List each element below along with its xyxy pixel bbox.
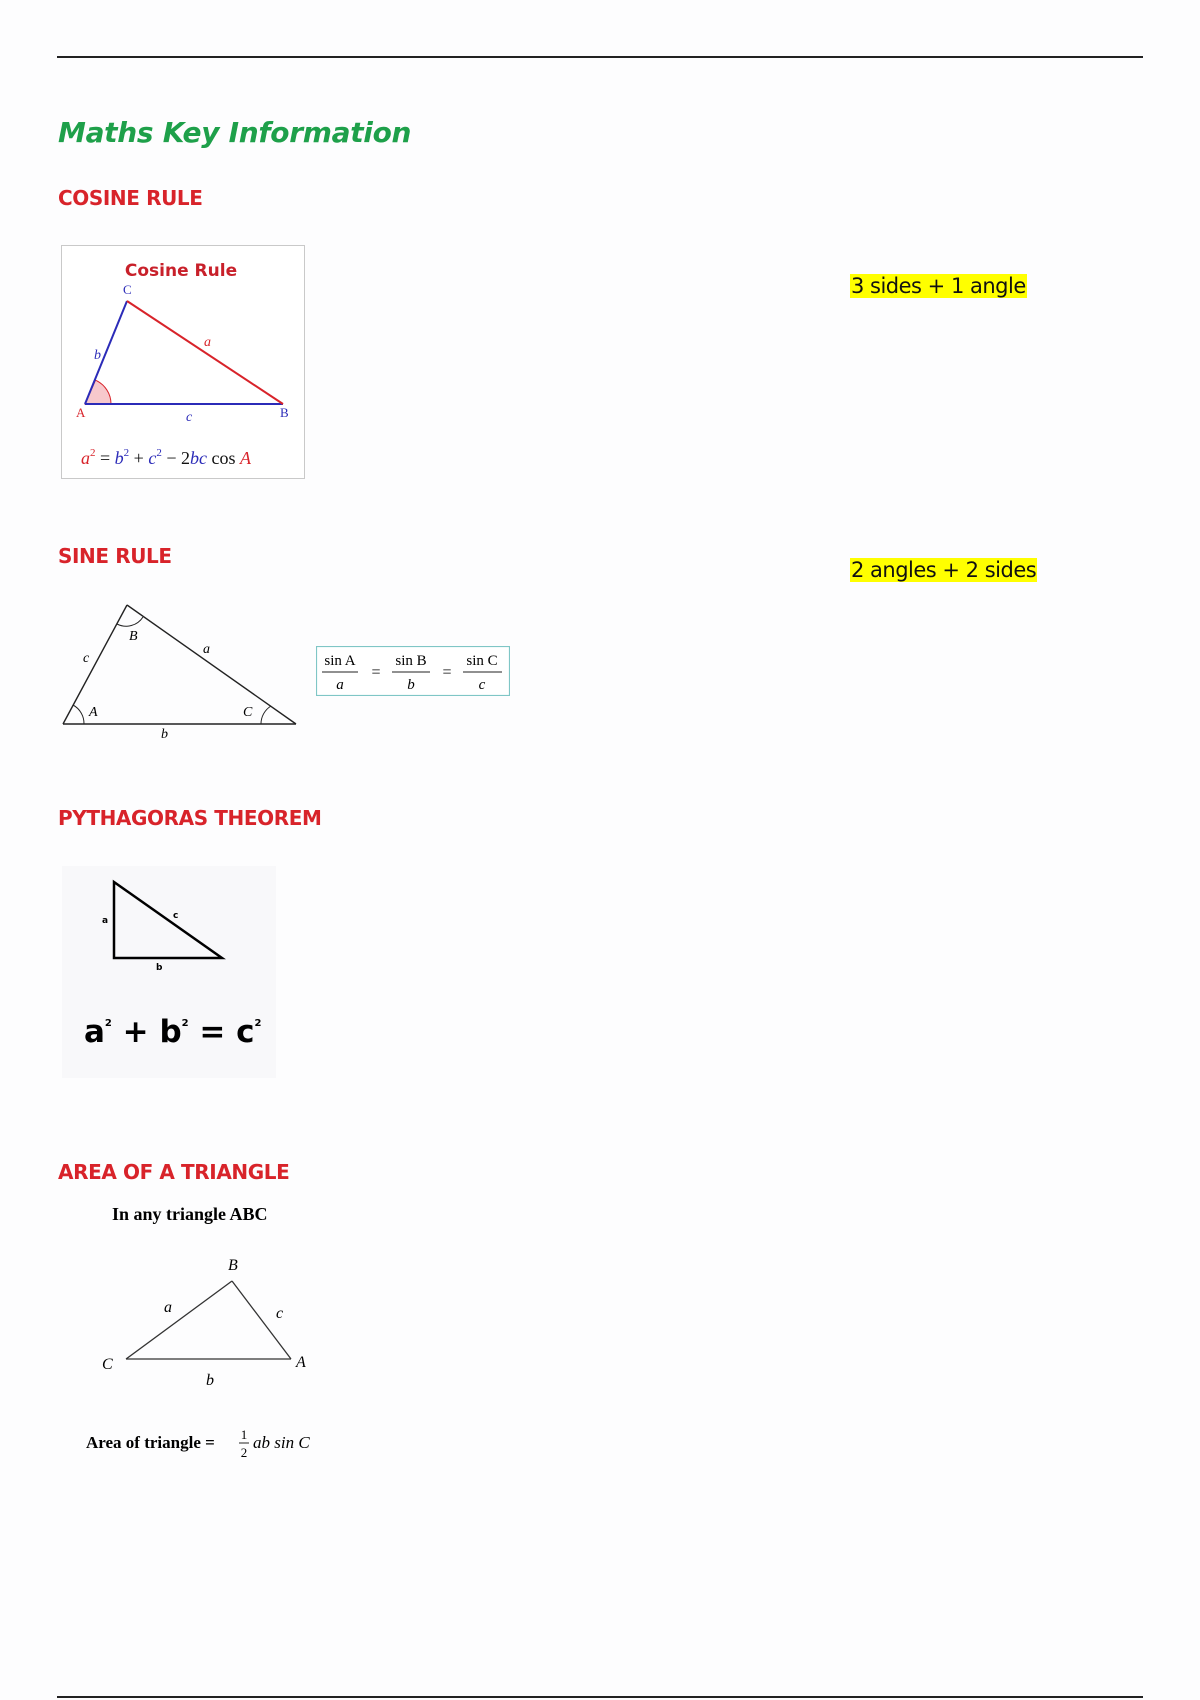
sine-angle-b-label: B [129, 629, 138, 644]
area-formula-label: Area of triangle = [86, 1433, 215, 1452]
area-formula-tail: ab sin C [253, 1433, 310, 1452]
pyth-side-b-label: b [156, 963, 163, 973]
cosine-rule-diagram [61, 245, 305, 479]
side-c-label: c [186, 410, 193, 425]
cosine-figure-title: Cosine Rule [124, 261, 238, 281]
area-fraction-num: 1 [240, 1427, 248, 1442]
formula-equals-1: = [371, 664, 381, 681]
sine-rule-note: 2 angles + 2 sides [851, 558, 1037, 582]
cosine-rule-heading: COSINE RULE [58, 186, 203, 210]
sine-angle-c-label: C [243, 705, 253, 720]
side-a-label: a [204, 335, 211, 350]
area-side-b-label: b [206, 1372, 214, 1389]
footer-rule [57, 1696, 1143, 1698]
sine-rule-heading: SINE RULE [58, 544, 172, 568]
pyth-side-a-label: a [102, 916, 109, 926]
sine-rule-figure [57, 598, 307, 753]
cosine-rule-figure [61, 245, 305, 484]
area-side-a-label: a [164, 1299, 172, 1316]
area-figure [84, 1198, 324, 1475]
formula-num-c: sin C [466, 653, 498, 669]
formula-equals-2: = [442, 664, 452, 681]
pyth-side-c-label: c [173, 911, 179, 921]
formula-den-c: c [478, 677, 486, 693]
pythagoras-formula: $a^2 + b^2 = c^2$ [84, 1014, 262, 1050]
cosine-formula [81, 447, 252, 468]
formula-den-a: a [336, 677, 344, 693]
area-caption: In any triangle ABC [112, 1204, 268, 1224]
area-vertex-c-label: C [102, 1356, 113, 1373]
sine-side-b-label: b [161, 727, 168, 742]
svg-text:a2 = b2 + c2 − 2bc cos A: $a^2 = b^2 + c^2 - 2bc$ cos A [81, 447, 251, 468]
pythagoras-diagram [62, 866, 276, 1078]
pythagoras-heading: PYTHAGORAS THEOREM [58, 806, 322, 830]
area-vertex-b-label: B [228, 1257, 238, 1274]
cosine-rule-note: 3 sides + 1 angle [851, 274, 1026, 298]
sine-side-a-label: a [203, 642, 210, 657]
vertex-c-label: C [123, 282, 132, 297]
header-rule [57, 56, 1143, 58]
area-side-c-label: c [276, 1305, 284, 1322]
sine-side-c-label: c [83, 651, 90, 666]
area-diagram [84, 1198, 324, 1470]
formula-num-a: sin A [324, 653, 356, 669]
formula-num-b: sin B [395, 653, 427, 669]
area-heading: AREA OF A TRIANGLE [58, 1160, 290, 1184]
pythagoras-figure [62, 866, 276, 1083]
formula-den-b: b [407, 677, 415, 693]
vertex-b-label: B [280, 405, 289, 420]
vertex-a-label: A [76, 405, 86, 420]
area-vertex-a-label: A [296, 1354, 306, 1371]
document-title: Maths Key Information [58, 116, 412, 149]
sine-angle-a-label: A [89, 705, 98, 720]
sine-rule-formula [316, 646, 510, 701]
sine-rule-triangle [57, 598, 307, 748]
side-b-label: b [94, 348, 101, 363]
area-fraction-den: 2 [240, 1445, 248, 1460]
